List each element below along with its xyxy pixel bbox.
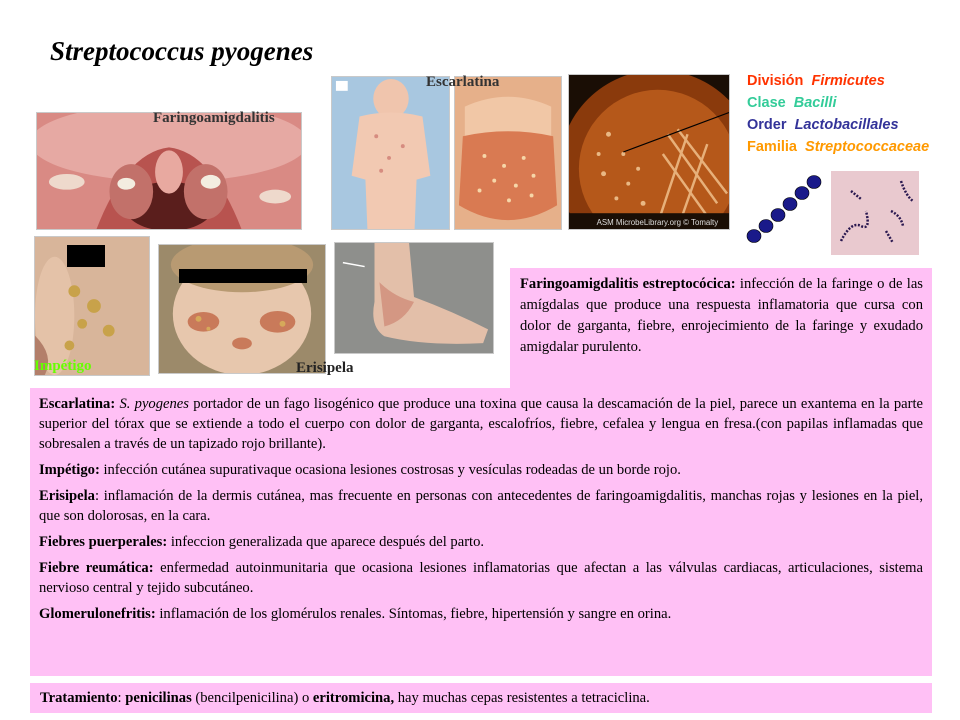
treatment-mid: (bencilpenicilina) o xyxy=(191,690,313,706)
caption-faringoamigdalitis: Faringoamigdalitis xyxy=(153,110,275,126)
caption-erisipela: Erisipela xyxy=(296,360,354,376)
faringo-term: Faringoamigdalitis estreptocócica: xyxy=(520,276,736,292)
taxonomy-value: Firmicutes xyxy=(811,73,885,89)
caption-escarlatina: Escarlatina xyxy=(426,74,500,90)
impetigo-term: Impétigo: xyxy=(39,462,100,478)
privacy-bar xyxy=(179,269,307,283)
escarlatina-paragraph xyxy=(39,394,923,454)
glomerulo-paragraph xyxy=(39,604,923,624)
taxonomy-value: Bacilli xyxy=(793,95,837,111)
taxonomy-value: Streptococcaceae xyxy=(805,139,930,155)
impetigo-text: infección cutánea supurativaque ocasiona lesiones costrosas y vesículas rodeadas de un borde rojo. xyxy=(99,462,681,478)
diseases-description xyxy=(30,388,932,676)
erisipela-text: : inflamación de la dermis cutánea, mas frecuente en personas con antecedentes de faringoamigdalitis, manchas rojas y lesiones en la piel, que son dolorosas, en la cara. xyxy=(39,488,923,524)
impetigo-paragraph xyxy=(39,460,923,480)
agar-plate-photo xyxy=(568,74,730,230)
taxonomy-value: Lactobacillales xyxy=(794,117,899,133)
glomerulo-text: inflamación de los glomérulos renales. Síntomas, fiebre, hipertensión y sangre en orina. xyxy=(155,606,672,622)
taxonomy-division xyxy=(747,70,929,92)
scarlet-fever-body-photo xyxy=(331,76,450,230)
reumatica-term: Fiebre reumática: xyxy=(39,560,154,576)
taxonomy-rank-label: Clase xyxy=(747,95,786,111)
reumatica-text: enfermedad autoinmunitaria que ocasiona lesiones inflamatorias que afectan a las válvulas cardiacas, articulaciones, sistema nervioso central y tejido subcutáneo. xyxy=(39,560,923,596)
page-title: Streptococcus pyogenes xyxy=(50,36,314,66)
privacy-bar xyxy=(67,245,105,267)
glomerulo-term: Glomerulonefritis: xyxy=(39,606,156,622)
caption-impetigo: Impétigo xyxy=(34,358,92,374)
impetigo-child-photo xyxy=(158,244,326,374)
taxonomy-class xyxy=(747,92,929,114)
fiebres-term: Fiebres puerperales: xyxy=(39,534,168,550)
throat-photo xyxy=(36,112,302,230)
erisipela-term: Erisipela xyxy=(39,488,95,504)
treatment-box xyxy=(30,683,932,713)
fiebres-paragraph xyxy=(39,532,923,552)
taxonomy-rank-label: Familia xyxy=(747,139,797,155)
fiebres-text: infeccion generalizada que aparece después del parto. xyxy=(167,534,485,550)
taxonomy-family xyxy=(747,136,929,158)
taxonomy-list xyxy=(747,70,929,158)
treatment-sep: : xyxy=(117,690,126,706)
reumatica-paragraph xyxy=(39,558,923,598)
impetigo-face-photo xyxy=(34,236,150,376)
escarlatina-text: portador de un fago lisogénico que produce una toxina que causa la descamación de la piel, parece un exantema en la parte superior del tórax que se extiende a todo el cuerpo con dolor de garganta, escalofríos, fiebre, cefalea y lengua en fresa.(con papilas inflamadas que sobresalen a través de un tapizado rojo brillante). xyxy=(39,396,923,452)
erisipela-paragraph xyxy=(39,486,923,526)
species-name: S. pyogenes xyxy=(119,396,189,412)
escarlatina-term: Escarlatina: xyxy=(39,396,116,412)
strawberry-tongue-photo xyxy=(454,76,562,230)
faringoamigdalitis-description xyxy=(510,268,932,388)
treatment-drug-eritromicina: eritromicina, xyxy=(312,690,395,706)
taxonomy-rank-label: Order xyxy=(747,117,787,133)
faringo-text: infección de la faringe o de las amígdalas que produce una respuesta inflamatoria que cursa con dolor de garganta, fiebre, enrojecimiento de la faringe y exudado amigdalar purulento. xyxy=(520,276,923,355)
taxonomy-order xyxy=(747,114,929,136)
treatment-drug-penicilinas: penicilinas xyxy=(125,690,192,706)
erysipelas-foot-photo xyxy=(334,242,494,354)
taxonomy-rank-label: División xyxy=(747,73,804,89)
cocci-chain-illustration xyxy=(744,172,822,244)
asm-credit-text: ASM MicrobeLibrary.org © Tomalty xyxy=(596,218,719,228)
gram-stain-micrograph xyxy=(831,171,919,255)
treatment-end: hay muchas cepas resistentes a tetraciclina. xyxy=(394,690,650,706)
treatment-term: Tratamiento xyxy=(40,690,118,706)
